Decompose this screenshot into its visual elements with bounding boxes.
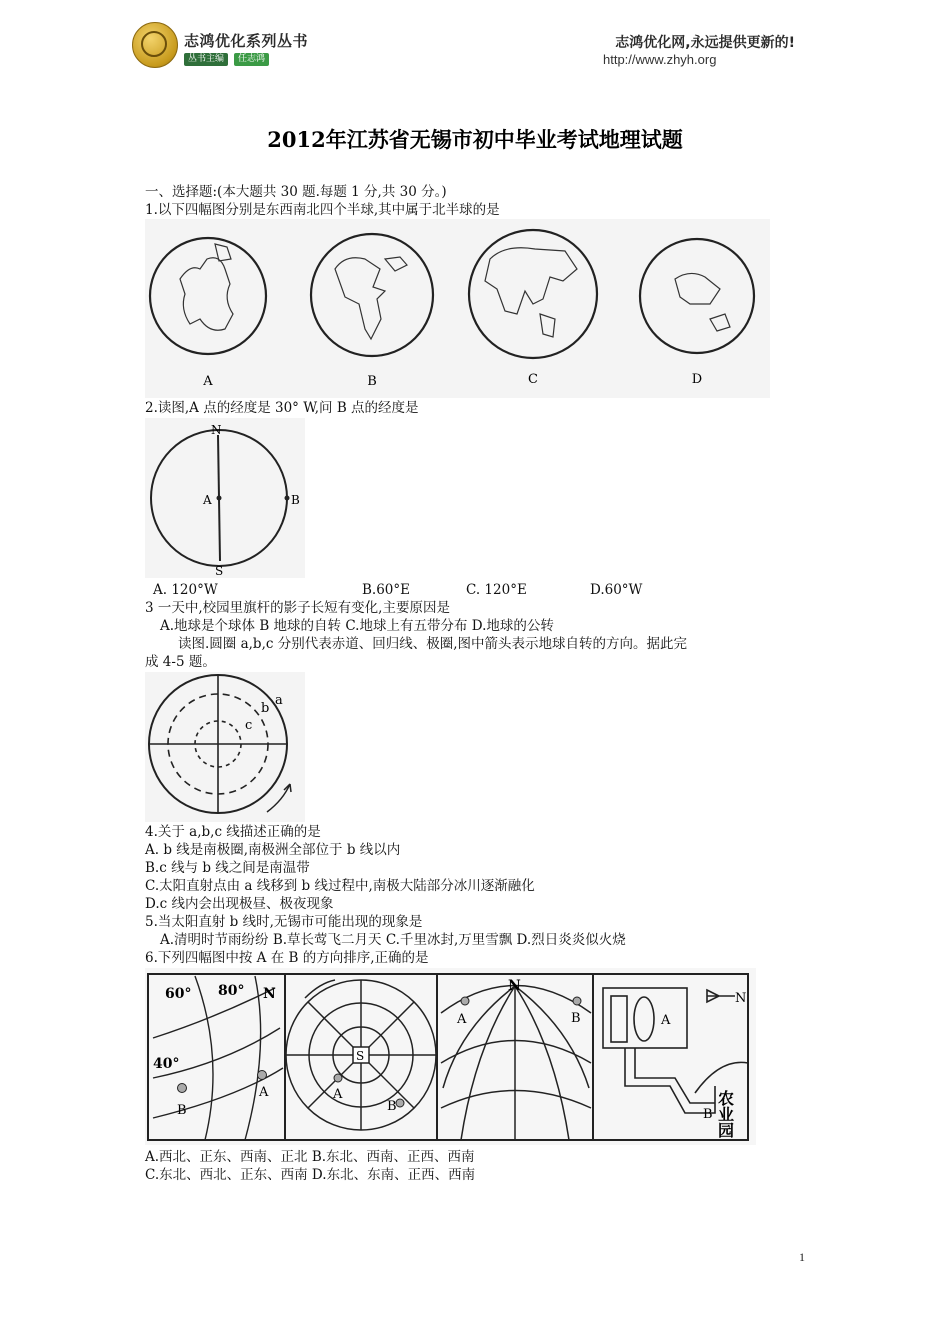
q6-p3-label-a: A xyxy=(457,1012,467,1027)
q1-label-c: C xyxy=(528,372,538,387)
editor-name-badge: 任志鸿 xyxy=(234,53,269,66)
q6-stem: 6.下列四幅图中按 A 在 B 的方向排序,正确的是 xyxy=(145,950,429,966)
fig45-label-c: c xyxy=(245,718,253,733)
q6-p4-label-a: A xyxy=(661,1013,671,1028)
page-number: 1 xyxy=(799,1250,805,1264)
q1-stem: 1.以下四幅图分别是东西南北四个半球,其中属于北半球的是 xyxy=(145,202,500,218)
document-title: 2012年江苏省无锡市初中毕业考试地理试题 xyxy=(267,127,683,152)
q6-lat80: 80° xyxy=(218,983,245,999)
q4-stem: 4.关于 a,b,c 线描述正确的是 xyxy=(145,824,321,840)
section-heading: 一、选择题:(本大题共 30 题.每题 1 分,共 30 分。) xyxy=(145,184,447,200)
q2-label-n: N xyxy=(211,423,222,437)
header-url[interactable]: http://www.zhyh.org xyxy=(603,52,717,67)
q2-globe-figure xyxy=(145,418,305,578)
fig45-label-a: a xyxy=(275,693,283,708)
q2-label-s: S xyxy=(215,564,224,578)
q6-p4-north: N xyxy=(735,991,747,1006)
gold-seal-icon xyxy=(132,22,178,68)
q6-lat60: 60° xyxy=(165,986,192,1002)
q2-label-a: A xyxy=(203,493,212,507)
q6-p1-label-b: B xyxy=(177,1103,187,1118)
q6-options-line2: C.东北、西北、正东、西南 D.东北、东南、正西、西南 xyxy=(145,1167,476,1183)
q6-p2-south-pole: S xyxy=(356,1049,365,1063)
q1-label-a: A xyxy=(203,374,213,389)
polar-view-figure xyxy=(145,672,305,822)
q6-p4-farm: 农业园 xyxy=(715,1090,735,1138)
q6-p4-label-b: B xyxy=(703,1107,713,1122)
q6-p3-north: N xyxy=(508,978,521,994)
q6-options-line1: A.西北、正东、西南、正北 B.东北、西南、正西、西南 xyxy=(145,1149,475,1165)
intro45-line2: 成 4-5 题。 xyxy=(145,654,216,670)
q1-label-b: B xyxy=(367,374,377,389)
q1-label-d: D xyxy=(691,372,703,387)
q4-option-c: C.太阳直射点由 a 线移到 b 线过程中,南极大陆部分冰川逐渐融化 xyxy=(145,878,535,894)
q2-option-c: C. 120°E xyxy=(466,582,527,598)
q1-hemispheres-figure xyxy=(145,219,770,398)
q6-p2-label-b: B xyxy=(387,1099,397,1114)
q2-label-b: B xyxy=(291,493,300,507)
page-header xyxy=(0,0,950,80)
q2-option-d: D.60°W xyxy=(590,582,643,598)
q2-option-b: B.60°E xyxy=(362,582,410,598)
brand-title: 志鸿优化系列丛书 xyxy=(184,32,309,50)
q5-options: A.清明时节雨纷纷 B.草长莺飞二月天 C.千里冰封,万里雪飘 D.烈日炎炎似火烧 xyxy=(160,932,626,948)
q6-p3-label-b: B xyxy=(571,1011,581,1026)
q3-stem: 3 一天中,校园里旗杆的影子长短有变化,主要原因是 xyxy=(145,600,450,616)
hemisphere-a-icon xyxy=(150,238,266,354)
fig45-label-b: b xyxy=(261,701,270,716)
q6-lat40: 40° xyxy=(153,1056,180,1072)
q4-option-d: D.c 线内会出现极昼、极夜现象 xyxy=(145,896,334,912)
q3-options: A.地球是个球体 B 地球的自转 C.地球上有五带分布 D.地球的公转 xyxy=(160,618,554,634)
intro45-line1: 读图.圆圈 a,b,c 分别代表赤道、回归线、极圈,图中箭头表示地球自转的方向。据此完 xyxy=(178,636,687,652)
q2-stem: 2.读图,A 点的经度是 30° W,问 B 点的经度是 xyxy=(145,400,419,416)
q4-option-b: B.c 线与 b 线之间是南温带 xyxy=(145,860,310,876)
q6-p1-north: N xyxy=(263,986,276,1002)
q6-p1-label-a: A xyxy=(259,1085,269,1100)
series-editor-badge: 丛书主编 xyxy=(184,53,228,66)
q2-option-a: A. 120°W xyxy=(153,582,218,598)
q6-four-maps-figure xyxy=(145,968,756,1145)
q6-p2-label-a: A xyxy=(333,1087,343,1102)
hemisphere-d-icon xyxy=(640,239,754,353)
header-slogan: 志鸿优化网,永远提供更新的! xyxy=(615,35,795,51)
q5-stem: 5.当太阳直射 b 线时,无锡市可能出现的现象是 xyxy=(145,914,423,930)
q4-option-a: A. b 线是南极圈,南极洲全部位于 b 线以内 xyxy=(145,842,401,858)
